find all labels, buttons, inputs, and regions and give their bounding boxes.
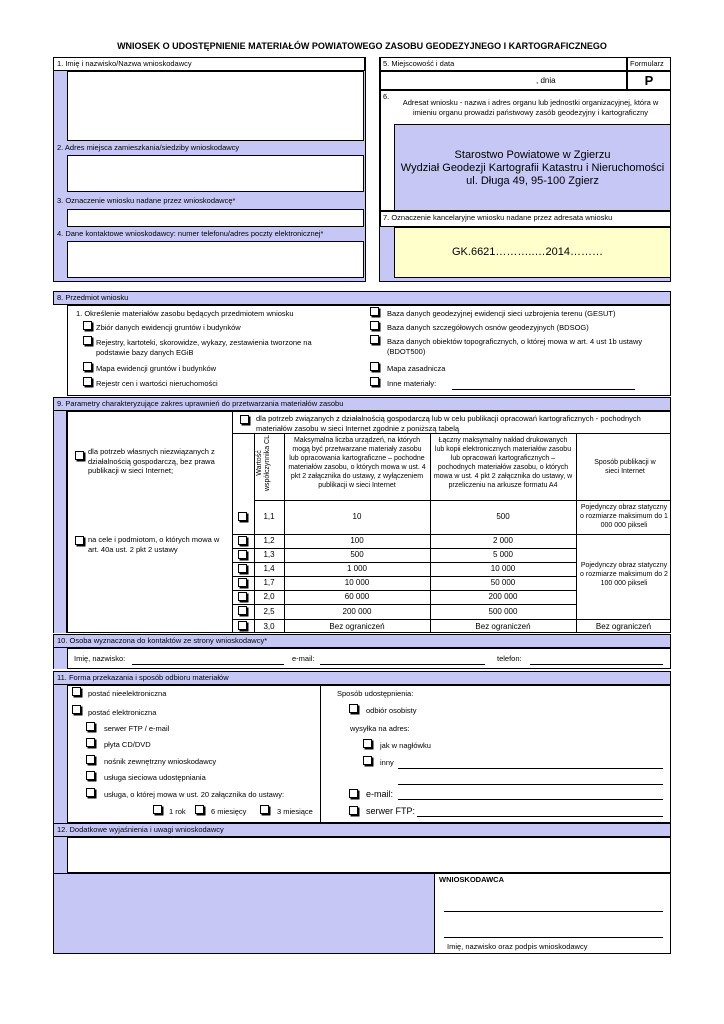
office-ref-value: GK.6621………..…2014……… xyxy=(452,246,604,258)
cl-value: 1,7 xyxy=(263,578,275,587)
checkbox-cl-1-1[interactable] xyxy=(238,512,247,521)
checkbox-base-map[interactable] xyxy=(370,362,379,371)
option-1-year: 1 rok xyxy=(169,807,186,816)
option-personal-pickup: odbiór osobisty xyxy=(366,706,417,715)
applicant-ref-input[interactable] xyxy=(67,209,364,227)
remarks-input[interactable] xyxy=(67,837,671,873)
checkbox-egib-map[interactable] xyxy=(83,362,92,371)
section-8-intro: 1. Określenie materiałów zasobu będących przedmiotem wniosku xyxy=(76,309,294,318)
header-publication: Sposób publikacji w sieci Internet xyxy=(594,459,656,475)
checkbox-other-materials[interactable] xyxy=(370,377,379,386)
section-11-label: 11. Forma przekazania i sposób odbioru materiałów xyxy=(57,673,229,682)
contact-input[interactable] xyxy=(67,241,364,278)
publication-1: Pojedynczy obraz statyczny o rozmiarze maksimum do 1 000 000 pikseli xyxy=(580,504,668,529)
checkbox-cl-2-5[interactable] xyxy=(238,606,247,615)
print-value: 50 000 xyxy=(490,578,516,587)
cl-value: 2,5 xyxy=(263,607,275,616)
checkbox-external-media[interactable] xyxy=(86,755,95,764)
checkbox-other-address[interactable] xyxy=(363,756,372,765)
devices-value: 500 xyxy=(350,550,364,559)
signature-caption: Imię, nazwisko oraz podpis wnioskodawcy xyxy=(447,942,588,951)
place-date-input[interactable] xyxy=(380,71,627,90)
checkbox-egib[interactable] xyxy=(83,321,92,330)
print-value: 500 xyxy=(496,512,510,521)
cl-value: 2,0 xyxy=(263,592,275,601)
checkbox-header-address[interactable] xyxy=(363,739,372,748)
field-label-office-ref: 7. Oznaczenie kancelaryjne wniosku nadane przez adresata wniosku xyxy=(383,213,613,222)
publication-3: Bez ograniczeń xyxy=(595,622,652,631)
checkbox-gesut[interactable] xyxy=(370,307,379,316)
checkbox-personal-pickup[interactable] xyxy=(349,704,358,713)
checkbox-service-ust20[interactable] xyxy=(86,788,95,797)
checkbox-bdsog[interactable] xyxy=(370,321,379,330)
checkbox-cl-1-3[interactable] xyxy=(238,550,247,559)
cl-value: 1,3 xyxy=(263,550,275,559)
section-10-label: 10. Osoba wyznaczona do kontaktów ze strony wnioskodawcy* xyxy=(57,636,268,645)
option-nonelectronic: postać nieelektroniczna xyxy=(88,689,167,698)
checkbox-ftp-email[interactable] xyxy=(86,722,95,731)
checkbox-email-delivery[interactable] xyxy=(349,789,358,798)
checkbox-cl-1-7[interactable] xyxy=(238,578,247,587)
option-egib-map: Mapa ewidencji gruntów i budynków xyxy=(96,364,217,373)
option-other-materials: Inne materiały: xyxy=(387,379,437,388)
checkbox-1-year[interactable] xyxy=(153,805,162,814)
checkbox-electronic[interactable] xyxy=(72,705,81,714)
form-label: Formularz xyxy=(630,59,664,68)
other-address-line-1[interactable] xyxy=(398,768,663,769)
publication-2: Pojedynczy obraz statyczny o rozmiarze maksimum do 2 100 000 pikseli xyxy=(580,562,668,587)
checkbox-own-use[interactable] xyxy=(75,451,84,460)
field-label-addressee: Adresat wniosku - nazwa i adres organu lub jednostki organizacyjnej, która w imieniu organu prowadzi państwowy zasób geodezyjny i kartograficzny xyxy=(402,98,659,117)
field-label-address: 2. Adres miejsca zamieszkania/siedziby wnioskodawcy xyxy=(57,143,240,152)
addressee-line-2: Wydział Geodezji Kartografii Katastru i Nieruchomości xyxy=(400,162,665,174)
option-6-months: 6 miesięcy xyxy=(211,807,247,816)
print-value: 10 000 xyxy=(490,564,516,573)
option-email-delivery: e-mail: xyxy=(366,789,394,799)
checkbox-cl-1-2[interactable] xyxy=(238,536,247,545)
page-title: WNIOSEK O UDOSTĘPNIENIE MATERIAŁÓW POWIATOWEGO ZASOBU GEODEZYJNEGO I KARTOGRAFICZNEGO xyxy=(117,41,607,51)
header-devices: Maksymalna liczba urządzeń, na których mogą być przetwarzane materiały zasobu lub opracowania kartograficzne – pochodne materiałów zasobu, o których mowa w ust. 4 pkt 2 załącznika do ustawy, z wyłączeniem publikacji w sieci Internet xyxy=(288,437,426,489)
option-base-map: Mapa zasadnicza xyxy=(387,364,446,373)
option-own-use: dla potrzeb własnych niezwiązanych z działalnością gospodarczą, bez prawa publikacji w sieci Internet; xyxy=(88,447,215,475)
option-header-address: jak w nagłówku xyxy=(380,741,431,750)
option-3-months: 3 miesiące xyxy=(277,807,313,816)
form-code: P xyxy=(627,71,671,90)
option-commercial: dla potrzeb związanych z działalnością gospodarczą lub w celu publikacji opracowań kartograficznych - pochodnych materiałów zasobu w sieci Internet zgodnie z poniższą tabelą xyxy=(256,414,641,433)
print-value: Bez ograniczeń xyxy=(475,622,531,631)
devices-value: 60 000 xyxy=(344,592,370,601)
contact-name-input[interactable] xyxy=(132,664,284,665)
address-input[interactable] xyxy=(67,155,364,192)
devices-value: 100 xyxy=(350,536,364,545)
addressee-line-3: ul. Długa 49, 95-100 Zgierz xyxy=(466,175,599,187)
checkbox-cl-1-4[interactable] xyxy=(238,564,247,573)
devices-value: 1 000 xyxy=(346,564,368,573)
print-value: 200 000 xyxy=(488,592,518,601)
header-cl: Wartość współczynnika CL xyxy=(256,434,271,492)
checkbox-registers[interactable] xyxy=(83,336,92,345)
field-label-contact: 4. Dane kontaktowe wnioskodawcy: numer telefonu/adres poczty elektronicznej* xyxy=(57,229,324,238)
field-number-6: 6. xyxy=(383,92,390,101)
option-price-register: Rejestr cen i wartości nieruchomości xyxy=(96,379,218,388)
name-input[interactable] xyxy=(67,71,364,141)
option-art40a: na cele i podmiotom, o których mowa w art. 40a ust. 2 pkt 2 ustawy xyxy=(88,535,220,554)
checkbox-network-service[interactable] xyxy=(86,771,95,780)
option-gesut: Baza danych geodezyjnej ewidencji sieci uzbrojenia terenu (GESUT) xyxy=(387,309,616,318)
field-label-name: 1. Imię i nazwisko/Nazwa wnioskodawcy xyxy=(57,59,192,68)
cl-value: 1,2 xyxy=(263,536,275,545)
option-other-address: inny xyxy=(380,758,394,767)
option-cd-dvd: płyta CD/DVD xyxy=(104,740,151,749)
option-electronic: postać elektroniczna xyxy=(88,708,157,717)
addressee-line-1: Starostwo Powiatowe w Zgierzu xyxy=(454,149,611,161)
option-bdot500: Baza danych obiektów topograficznych, o której mowa w art. 4 ust 1b ustawy (BDOT500) xyxy=(387,337,643,356)
devices-value: Bez ograniczeń xyxy=(329,622,385,631)
cl-value: 3,0 xyxy=(263,622,275,631)
header-print: Łączny maksymalny nakład drukowanych lub kopii elektronicznych materiałów zasobu lub opracowań kartograficznych – pochodnych materiałów zasobu, o których mowa w ust. 4 pkt 2 załącznika do ustawy, w przeliczeniu na arkusze formatu A4 xyxy=(433,437,573,489)
contact-phone-input[interactable] xyxy=(530,664,663,665)
checkbox-3-months[interactable] xyxy=(260,805,269,814)
checkbox-art40a[interactable] xyxy=(75,536,84,545)
option-network-service: usługa sieciowa udostępniania xyxy=(104,773,206,782)
other-materials-line[interactable] xyxy=(452,389,635,390)
checkbox-cl-3-0[interactable] xyxy=(238,621,247,630)
email-delivery-input[interactable] xyxy=(398,799,663,800)
checkbox-cd-dvd[interactable] xyxy=(86,738,95,747)
checkbox-6-months[interactable] xyxy=(195,805,204,814)
other-address-line-2[interactable] xyxy=(398,784,663,785)
print-value: 2 000 xyxy=(492,536,514,545)
print-value: 5 000 xyxy=(492,550,514,559)
option-registers: Rejestry, kartoteki, skorowidze, wykazy, zestawienia tworzone na podstawie bazy danych EGiB xyxy=(96,338,312,357)
checkbox-commercial[interactable] xyxy=(240,415,249,424)
option-service-ust20: usługa, o której mowa w ust. 20 załącznika do ustawy: xyxy=(104,790,285,799)
option-bdsog: Baza danych szczegółowych osnów geodezyjnych (BDSOG) xyxy=(387,323,589,332)
print-value: 500 000 xyxy=(488,607,518,616)
checkbox-cl-2-0[interactable] xyxy=(238,592,247,601)
cl-value: 1,4 xyxy=(263,564,275,573)
field-label-applicant-ref: 3. Oznaczenie wniosku nadane przez wnioskodawcę* xyxy=(57,196,236,205)
option-external-media: nośnik zewnętrzny wnioskodawcy xyxy=(104,757,217,766)
devices-value: 10 xyxy=(352,512,362,521)
option-ftp-delivery: serwer FTP: xyxy=(366,806,416,816)
section-12-label: 12. Dodatkowe wyjaśnienia i uwagi wnioskodawcy xyxy=(57,825,224,834)
field-label-place-date: 5. Miejscowość i data xyxy=(383,59,455,68)
section-8-label: 8. Przedmiot wniosku xyxy=(57,293,129,302)
section-9-label: 9. Parametry charakteryzujące zakres uprawnień do przetwarzania materiałów zasobu xyxy=(57,399,344,408)
devices-value: 200 000 xyxy=(342,607,372,616)
checkbox-nonelectronic[interactable] xyxy=(72,687,81,696)
checkbox-ftp-delivery[interactable] xyxy=(349,806,358,815)
signature-title: WNIOSKODAWCA xyxy=(439,875,504,884)
contact-name-label: Imię, nazwisko: xyxy=(74,654,126,663)
checkbox-bdot500[interactable] xyxy=(370,335,379,344)
devices-value: 10 000 xyxy=(344,578,370,587)
option-ftp-email: serwer FTP / e-mail xyxy=(104,724,170,733)
send-to-address-label: wysyłka na adres: xyxy=(350,724,410,733)
contact-phone-label: telefon: xyxy=(497,654,522,663)
contact-email-input[interactable] xyxy=(320,664,485,665)
contact-email-label: e-mail: xyxy=(292,654,315,663)
cl-value: 1,1 xyxy=(263,512,275,521)
dnia-label: , dnia xyxy=(536,76,556,85)
option-egib: Zbiór danych ewidencji gruntów i budynków xyxy=(96,323,241,332)
share-method-label: Sposób udostępnienia: xyxy=(337,689,414,698)
checkbox-price-register[interactable] xyxy=(83,377,92,386)
ftp-delivery-input[interactable] xyxy=(417,816,663,817)
